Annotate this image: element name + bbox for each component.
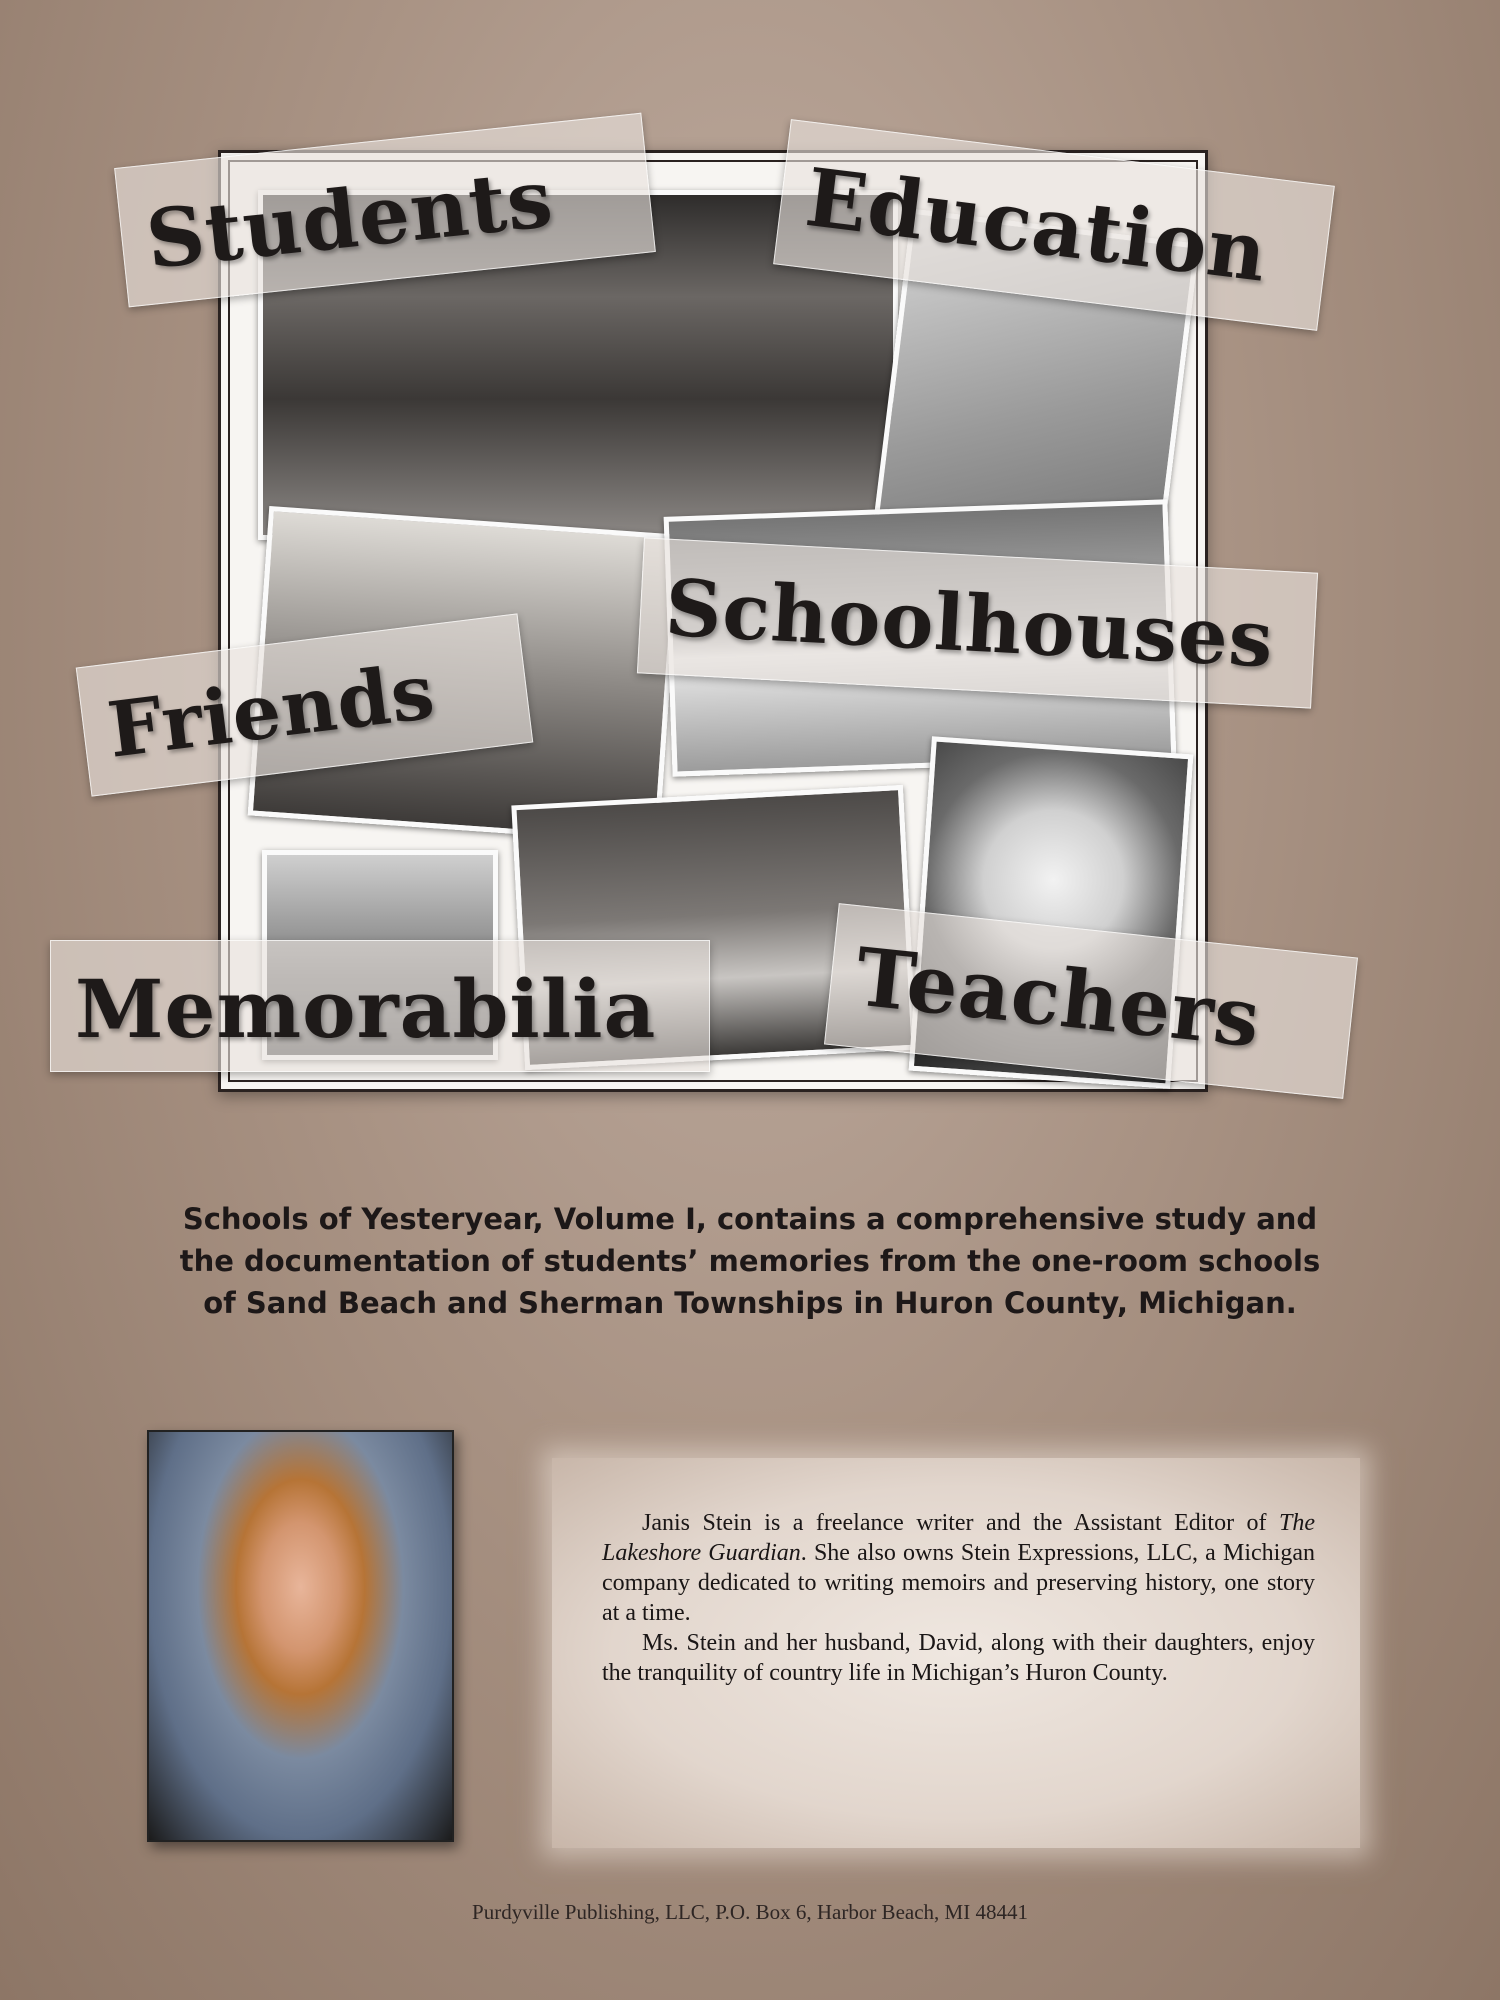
- bio-text: Janis Stein is a freelance writer and the Assistant Editor of: [642, 1510, 1279, 1536]
- word-students: Students: [114, 113, 656, 308]
- word-memorabilia: Memorabilia: [50, 940, 710, 1072]
- word-friends: Friends: [76, 613, 534, 796]
- word-schoolhouses: Schoolhouses: [637, 537, 1318, 708]
- bio-paragraph-1: [602, 1508, 1315, 1628]
- description-line: Schools of Yesteryear, Volume I, contains a comprehensive study and: [182, 1202, 1318, 1236]
- publisher-address: Purdyville Publishing, LLC, P.O. Box 6, Harbor Beach, MI 48441: [472, 1900, 1028, 1924]
- description-line: of Sand Beach and Sherman Townships in Huron County, Michigan.: [203, 1286, 1297, 1320]
- author-bio: [552, 1458, 1360, 1848]
- word-teachers: Teachers: [824, 903, 1358, 1099]
- description-line: the documentation of students’ memories from the one-room schools: [179, 1244, 1321, 1278]
- bio-text: . She also owns Stein Expressions, LLC, a Michigan company dedicated to writing memoirs and preserving history, one story at a time.: [602, 1540, 1315, 1626]
- book-description: [70, 1198, 1430, 1324]
- bio-paragraph-2: Ms. Stein and her husband, David, along with their daughters, enjoy the tranquility of country life in Michigan’s Huron County.: [602, 1630, 1315, 1686]
- word-education: Education: [773, 119, 1335, 331]
- publication-title: The Lakeshore Guardian: [602, 1510, 1315, 1566]
- author-photo: [147, 1430, 454, 1842]
